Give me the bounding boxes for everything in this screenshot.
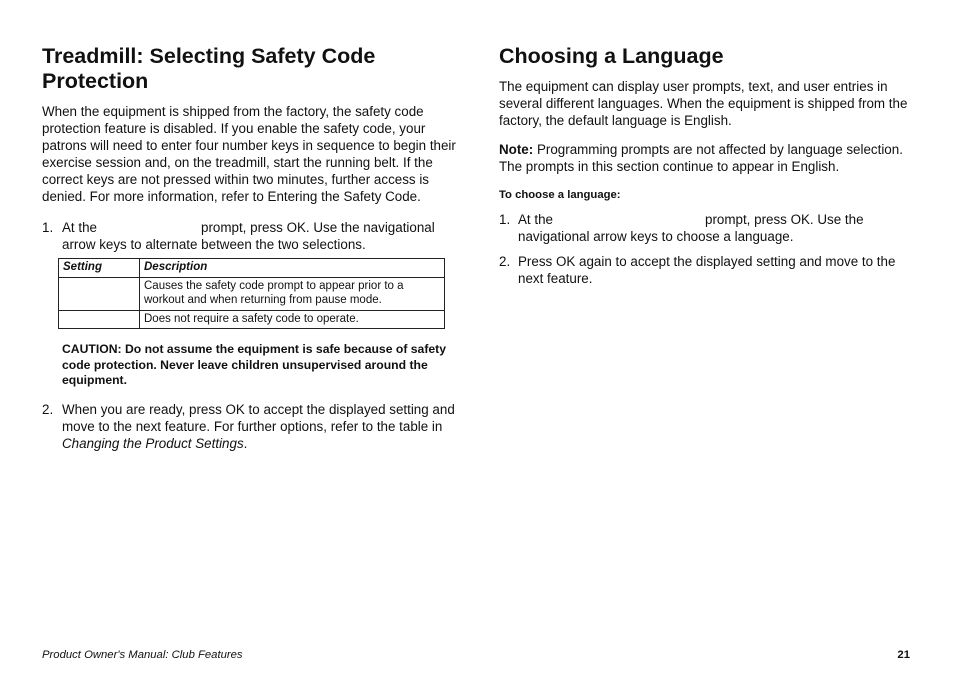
- note-text: Programming prompts are not affected by language selection. The prompts in this section continue to appear in English.: [499, 142, 903, 174]
- language-intro: The equipment can display user prompts, text, and user entries in several different languages. When the equipment is shipped from the factory, the default language is English.: [499, 79, 908, 128]
- table-cell-description: Does not require a safety code to operate.: [140, 310, 445, 329]
- section-title-safety-code: Treadmill: Selecting Safety Code Protection: [42, 44, 376, 93]
- left-column: [42, 44, 458, 452]
- step-text: When you are ready, press OK to accept the displayed setting and move to the next feature. For further options, refer to the table in: [62, 401, 455, 434]
- right-column: [499, 44, 919, 287]
- caution-text: CAUTION: Do not assume the equipment is safe because of safety code protection. Never leave children unsupervised around the equipment.: [62, 342, 446, 387]
- cross-reference: Changing the Product Settings: [62, 435, 244, 451]
- table-header-row: [59, 259, 445, 278]
- step-text-prefix: At the: [518, 212, 553, 227]
- step-number: 1.: [499, 212, 511, 227]
- table-cell-setting: [59, 310, 140, 329]
- table-row: [59, 277, 445, 310]
- step-1-language: [499, 211, 919, 245]
- step-number: 1.: [42, 220, 54, 235]
- step-text-prefix: At the: [62, 220, 97, 235]
- table-header-setting: Setting: [59, 259, 140, 278]
- procedure-subheading: To choose a language:: [499, 189, 621, 201]
- page-number: 21: [897, 649, 910, 661]
- step-text-suffix: prompt, press OK. Use the navigational arrow keys to choose a language.: [518, 212, 864, 244]
- note-label: Note:: [499, 142, 534, 157]
- step-2-safety: [42, 401, 458, 452]
- step-text: Press OK again to accept the displayed setting and move to the next feature.: [518, 254, 896, 286]
- table-row: [59, 310, 445, 329]
- section-title-language: Choosing a Language: [499, 44, 724, 68]
- table-header-description: Description: [140, 259, 445, 278]
- step-number: 2.: [42, 401, 54, 417]
- step-1-safety: [42, 219, 458, 253]
- step-2-language: [499, 253, 919, 287]
- footer-title: Product Owner's Manual: Club Features: [42, 649, 243, 661]
- step-text-suffix: prompt, press OK. Use the navigational arrow keys to alternate between the two selections.: [62, 220, 435, 252]
- safety-code-intro: When the equipment is shipped from the factory, the safety code protection feature is disabled. If you enable the safety code, your patrons will need to enter four number keys in sequence to begin their exercise session and, on the treadmill, start the running belt. If the correct keys are not pressed within two minutes, further access is denied. For more information, refer to Entering the Safety Code.: [42, 104, 456, 204]
- settings-table: [58, 258, 445, 329]
- note-paragraph: [499, 141, 919, 175]
- step-number: 2.: [499, 254, 511, 269]
- step-text-end: .: [243, 435, 248, 451]
- table-cell-setting: [59, 277, 140, 310]
- table-cell-description: Causes the safety code prompt to appear prior to a workout and when returning from pause mode.: [140, 277, 445, 310]
